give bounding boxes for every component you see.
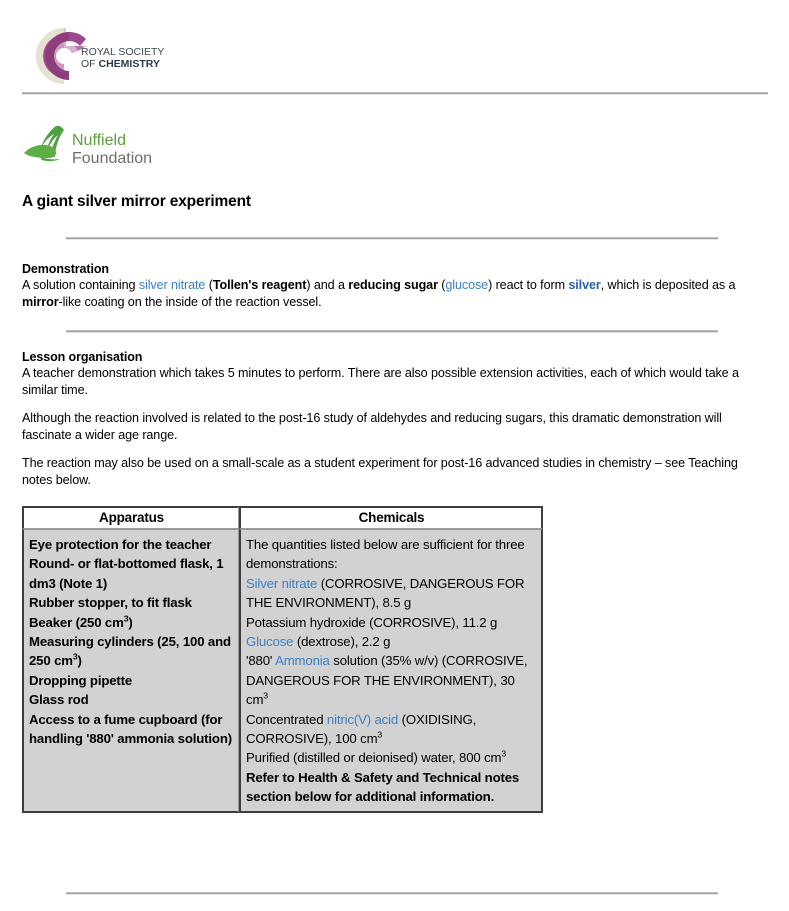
demo-text-5: ) react to form	[488, 278, 569, 292]
chemical-link[interactable]: Glucose	[246, 634, 294, 650]
chemicals-list	[246, 535, 537, 807]
apparatus-item: Glass rod	[29, 692, 89, 708]
apparatus-item: Access to a fume cupboard (for handling '880' ammonia solution)	[29, 711, 232, 747]
apparatus-list	[29, 535, 234, 748]
apparatus-item: Round- or flat-bottomed flask, 1 dm3 (Note 1)	[29, 556, 224, 591]
lesson-organisation-heading: Lesson organisation	[22, 350, 143, 364]
rsc-logo-line2: OF CHEMISTRY	[81, 58, 160, 70]
chemical-link[interactable]: nitric(V) acid	[326, 711, 399, 727]
link-glucose[interactable]: glucose	[445, 278, 489, 292]
chemical-item: Concentrated nitric(V) acid (OXIDISING, CORROSIVE), 100 $cm^3$	[246, 711, 477, 747]
demonstration-paragraph	[22, 277, 766, 310]
royal-society-of-chemistry-logo	[22, 22, 168, 90]
chemicals-intro: The quantities listed below are sufficient for three demonstrations:	[246, 537, 525, 572]
table-header-row	[22, 506, 543, 529]
demo-text-4: (	[437, 278, 446, 292]
chemical-link[interactable]: Ammonia	[275, 653, 330, 669]
apparatus-item: Measuring cylinders (25, 100 and 250 $cm^3$)	[29, 634, 231, 669]
table-cell-chemicals	[239, 529, 543, 813]
chemicals-footer-note: Refer to Health & Safety and Technical notes section below for additional information.	[246, 769, 520, 805]
horizontal-rule-under-demonstration	[66, 330, 718, 333]
chemical-item: Glucose (dextrose), 2.2 g	[246, 634, 391, 650]
lesson-paragraph-2: Although the reaction involved is related to the post-16 study of aldehydes and reducing sugars, this dramatic demonstration will fascinate a wider age range.	[22, 411, 722, 442]
nuffield-foundation-logo	[20, 124, 172, 170]
apparatus-item: Eye protection for the teacher	[29, 537, 212, 552]
lesson-paragraph-3: The reaction may also be used on a small-scale as a student experiment for post-16 advanced studies in chemistry – see Teaching notes below.	[22, 456, 738, 487]
demo-text-1: A solution containing	[22, 278, 139, 292]
table-header-apparatus: Apparatus	[22, 506, 239, 529]
table-cell-apparatus	[22, 529, 239, 813]
nuffield-logo-line1: Nuffield	[72, 132, 126, 149]
demo-bold-mirror: mirror	[22, 294, 59, 309]
apparatus-item: Dropping pipette	[29, 672, 133, 688]
demo-text-7: -like coating on the inside of the reaction vessel.	[58, 294, 322, 309]
demo-text-3: ) and a	[306, 278, 349, 292]
horizontal-rule-bottom	[66, 892, 718, 895]
table-header-chemicals: Chemicals	[239, 506, 543, 529]
demo-bold-tollens: Tollen's reagent	[212, 278, 307, 292]
chemical-item: Potassium hydroxide (CORROSIVE), 11.2 g	[246, 614, 498, 630]
horizontal-rule-under-title	[66, 237, 718, 240]
chemical-item: '880' Ammonia solution (35% w/v) (CORROSIVE, DANGEROUS FOR THE ENVIRONMENT), 30 $cm^3$	[246, 653, 528, 708]
horizontal-rule-top	[22, 92, 768, 95]
chemical-item: Silver nitrate (CORROSIVE, DANGEROUS FOR THE ENVIRONMENT), 8.5 g	[246, 575, 525, 611]
lesson-organisation-section	[22, 350, 766, 488]
link-silver-nitrate[interactable]: silver nitrate	[138, 278, 206, 292]
demo-bold-reducing-sugar: reducing sugar	[348, 278, 438, 292]
demo-text-2: (	[205, 278, 213, 292]
link-silver[interactable]: silver	[568, 278, 601, 292]
chemical-item: Purified (distilled or deionised) water, 800 $cm^3$	[246, 749, 507, 766]
rsc-logo-line1: ROYAL SOCIETY	[81, 46, 165, 58]
chemical-link[interactable]: Silver nitrate	[246, 575, 318, 591]
apparatus-chemicals-table	[22, 506, 543, 813]
table-row	[22, 529, 543, 813]
demonstration-heading: Demonstration	[22, 262, 109, 276]
page-title: A giant silver mirror experiment	[22, 193, 251, 210]
demonstration-section	[22, 262, 766, 310]
nuffield-logo-line2: Foundation	[72, 150, 153, 167]
apparatus-item: Beaker (250 $cm^3$)	[29, 613, 133, 630]
demo-text-6: , which is deposited as a	[600, 278, 736, 292]
apparatus-item: Rubber stopper, to fit flask	[29, 595, 192, 611]
lesson-paragraph-1: A teacher demonstration which takes 5 minutes to perform. There are also possible extension activities, each of which would take a similar time.	[22, 366, 739, 397]
